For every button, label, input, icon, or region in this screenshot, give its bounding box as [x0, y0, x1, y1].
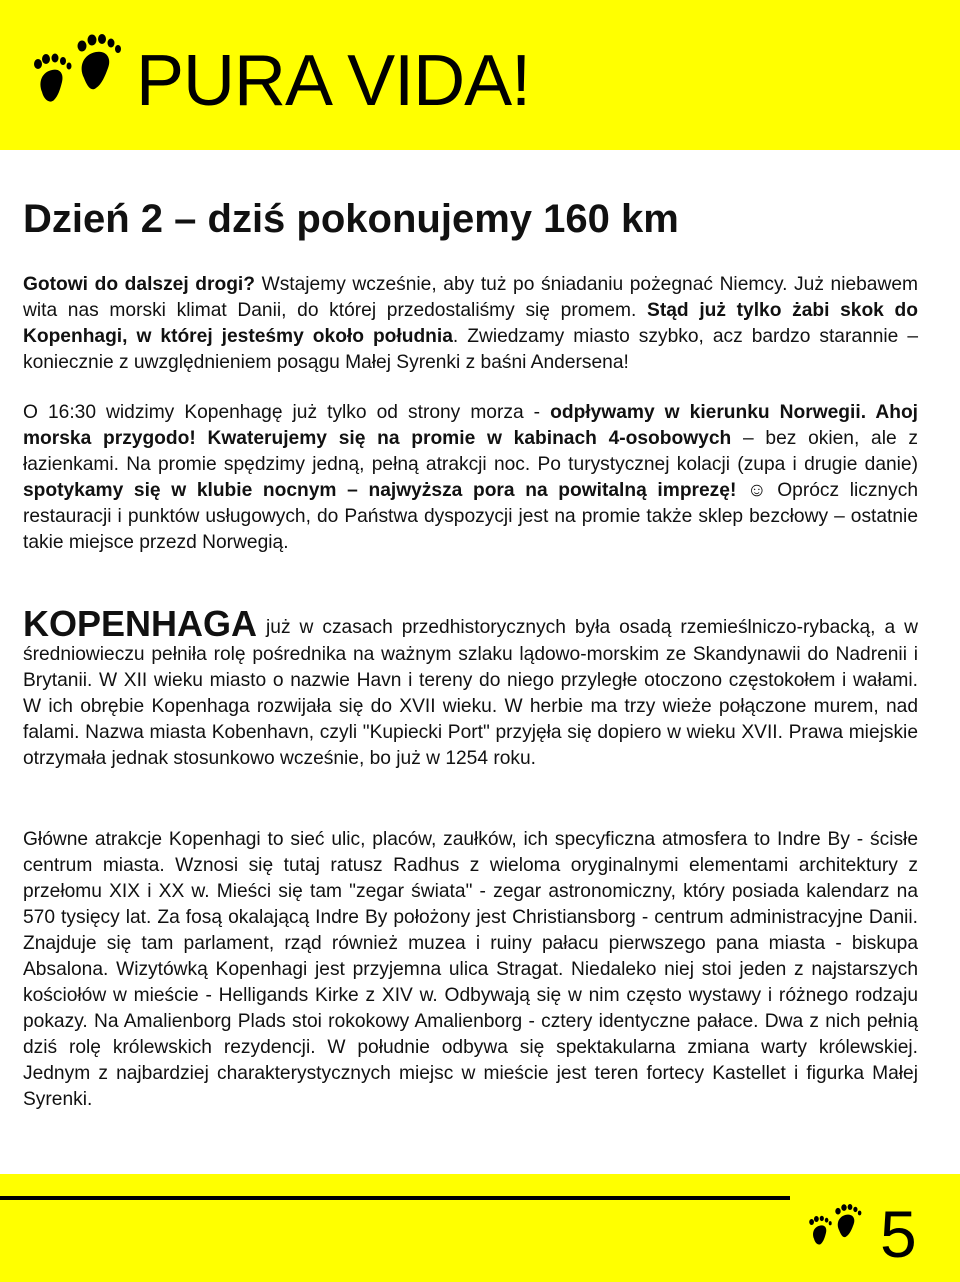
text-bold: Stąd już tylko żabi skok do Kopenhagi, w której jesteśmy około południa	[23, 300, 918, 347]
text: ☺ Oprócz licznych restauracji i punktów usługowych, do Państwa dyspozycji jest na promie także sklep bezcłowy – ostatnie takie miejsce przezd Norwegią.	[23, 480, 919, 553]
brand-title: PURA VIDA!	[136, 41, 531, 121]
paragraph-intro	[23, 272, 918, 376]
page-title: Dzień 2 – dziś pokonujemy 160 km	[23, 197, 679, 241]
page-number: 5	[880, 1197, 917, 1271]
footer-banner	[0, 1174, 960, 1282]
text: O 16:30 widzimy Kopenhagę już tylko od strony morza -	[23, 402, 551, 423]
text: – bez okien, ale z łazienkami. Na promie spędzimy jedną, pełną atrakcji noc. Po turystycznej kolacji (zupa i drugie danie)	[23, 428, 918, 475]
header-banner	[0, 0, 960, 150]
text: . Zwiedzamy miasto szybko, acz bardzo starannie – koniecznie z uwzględnieniem posągu Małej Syrenki z baśni Andersena!	[23, 326, 918, 373]
text-bold: Gotowi do dalszej drogi?	[23, 274, 255, 295]
paragraph-copenhagen-history	[23, 603, 918, 772]
text	[196, 428, 208, 449]
section-lead: KOPENHAGA	[23, 603, 258, 644]
text-bold: spotykamy się w klubie nocnym – najwyższa pora na powitalną imprezę!	[23, 480, 737, 501]
footprints-icon	[808, 1204, 868, 1252]
text: Wstajemy wcześnie, aby tuż po śniadaniu pożegnać Niemcy. Już niebawem wita nas morski klimat Danii, do której przedostaliśmy się promem.	[23, 274, 918, 321]
text-bold: Kwaterujemy się na promie w kabinach 4-osobowych	[207, 428, 732, 449]
text: Główne atrakcje Kopenhagi to sieć ulic, placów, zaułków, ich specyficzna atmosfera to Indre By - ścisłe centrum miasta. Wznosi się tutaj ratusz Radhus z wieloma oryginalnymi elementami architektury z przełomu XIX i XX w. Mieści się tam "zegar świata" - zegar astronomiczny, który posiada kalendarz na 570 tysięcy lat. Za fosą okalającą Indre By położony jest Christiansborg - centrum administracyjne Danii. Znajduje się tam parlament, rząd również muzea i ruiny pałacu pierwszego pana miasta - biskupa Absalona. Wizytówką Kopenhagi jest przyjemna ulica Stragat. Niedaleko niej stoi jeden z najstarszych kościołów w mieście - Helligands Kirke z XIV w. Odbywają się w nim często wystawy i różnego rodzaju pokazy. Na Amalienborg Plads stoi rokokowy Amalienborg - cztery identyczne pałace. Dwa z nich pełnią dziś rolę królewskich rezydencji. W południe odbywa się spektakularna zmiana warty królewskiej. Jednym z najbardziej charakterystycznych miejsc w mieście jest teren fortecy Kastellet i figurka Małej Syrenki.	[23, 829, 918, 1110]
paragraph-ferry	[23, 400, 918, 556]
text: już w czasach przedhistorycznych była osadą rzemieślniczo-rybacką, a w średniowieczu pełniła rolę pośrednika na ważnym szlaku lądowo-morskim ze Skandynawii do Nadrenii i Brytanii. W XII wieku miasto o nazwie Havn i tereny do niego przyległe otoczono częstokołem i wałami. W ich obrębie Kopenhaga rozwijała się do XVII wieku. W herbie ma trzy wieże połączone murem, nad falami. Nazwa miasta Kobenhavn, czyli "Kupiecki Port" przyjęła się dopiero w wieku XVII. Prawa miejskie otrzymała jednak stosunkowo wcześnie, bo już w 1254 roku.	[23, 617, 918, 769]
footprints-icon	[32, 34, 132, 114]
text-bold: odpływamy w kierunku Norwegii. Ahoj morska przygodo!	[23, 402, 918, 449]
footer-divider	[0, 1196, 790, 1200]
paragraph-copenhagen-attractions	[23, 827, 918, 1113]
